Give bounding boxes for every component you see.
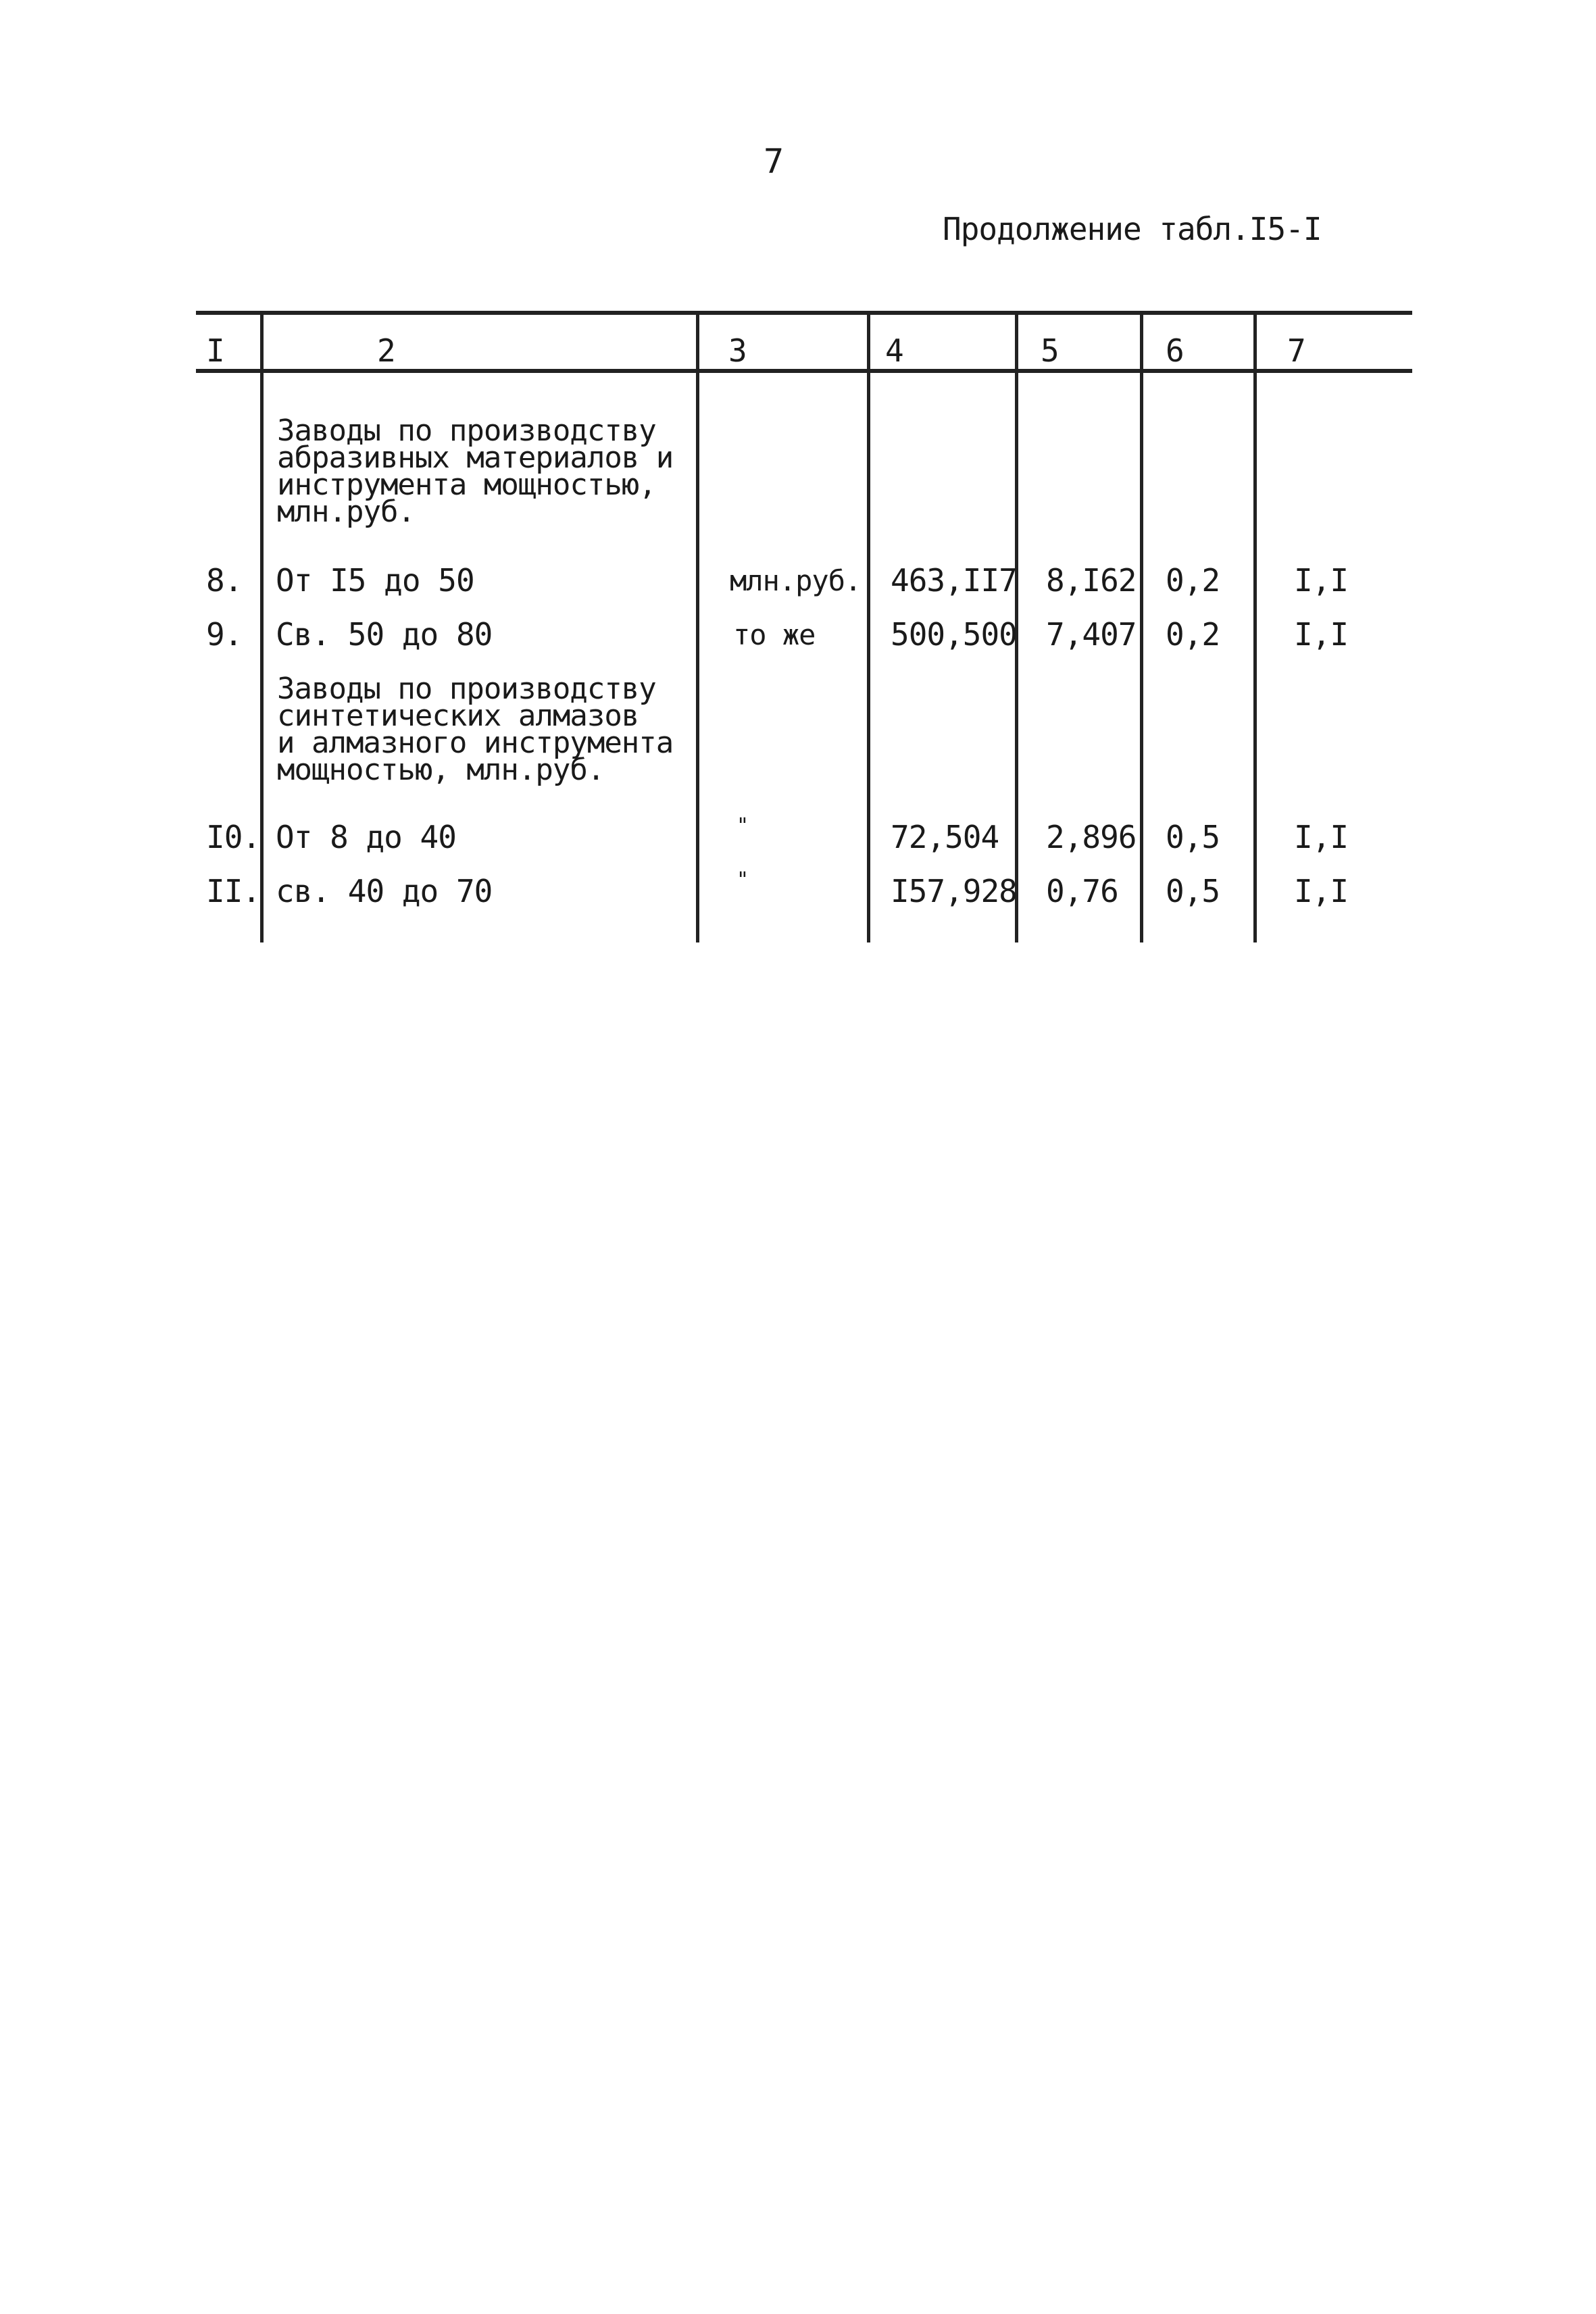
row-name: Св. 50 до 80 (276, 616, 493, 653)
row-unit: " (737, 814, 749, 838)
column-header: 5 (1041, 332, 1059, 369)
column-divider (260, 311, 264, 942)
group-title-line: Заводы по производству (277, 413, 656, 448)
group-title-line: абразивных материалов и (277, 441, 674, 475)
row-value-col7: I,I (1294, 873, 1349, 909)
group-title-line: синтетических алмазов (277, 699, 639, 733)
row-name: От 8 до 40 (276, 819, 456, 855)
column-divider (1253, 311, 1257, 942)
row-name: св. 40 до 70 (276, 873, 493, 909)
column-header: 7 (1287, 332, 1305, 369)
group-title-line: мощностью, млн.руб. (277, 753, 605, 787)
page-number: 7 (764, 142, 784, 181)
table-top-rule (196, 311, 1412, 315)
row-unit: млн.руб. (730, 564, 862, 597)
table-caption: Продолжение табл.I5-I (943, 211, 1322, 247)
column-header: 6 (1166, 332, 1184, 369)
row-value-col5: 7,407 (1046, 616, 1137, 653)
column-header: 4 (885, 332, 903, 369)
row-value-col5: 2,896 (1046, 819, 1137, 855)
row-number: 9. (206, 616, 243, 653)
row-number: I0. (206, 819, 261, 855)
row-unit: то же (733, 618, 816, 651)
row-value-col5: 8,I62 (1046, 562, 1137, 599)
row-value-col4: 463,II7 (891, 562, 1017, 599)
row-value-col5: 0,76 (1046, 873, 1118, 909)
row-value-col4: 72,504 (891, 819, 999, 855)
column-header: I (206, 332, 224, 369)
row-value-col7: I,I (1294, 819, 1349, 855)
row-value-col7: I,I (1294, 562, 1349, 599)
row-value-col4: I57,928 (891, 873, 1017, 909)
column-divider (696, 311, 699, 942)
header-bottom-rule (196, 369, 1412, 373)
row-value-col7: I,I (1294, 616, 1349, 653)
row-value-col6: 0,2 (1166, 616, 1220, 653)
column-header: 3 (728, 332, 747, 369)
group-title-line: Заводы по производству (277, 672, 656, 706)
row-value-col6: 0,2 (1166, 562, 1220, 599)
column-header: 2 (377, 332, 395, 369)
group-title (277, 413, 674, 529)
column-divider (867, 311, 870, 942)
group-title (277, 672, 674, 787)
group-title-line: и алмазного инструмента (277, 726, 674, 760)
row-number: II. (206, 873, 261, 909)
row-value-col6: 0,5 (1166, 873, 1220, 909)
row-value-col4: 500,500 (891, 616, 1017, 653)
row-value-col6: 0,5 (1166, 819, 1220, 855)
group-title-line: инструмента мощностью, (277, 468, 656, 502)
row-number: 8. (206, 562, 243, 599)
row-name: От I5 до 50 (276, 562, 474, 599)
row-unit: " (737, 868, 749, 892)
column-divider (1140, 311, 1143, 942)
group-title-line: млн.руб. (277, 495, 415, 529)
